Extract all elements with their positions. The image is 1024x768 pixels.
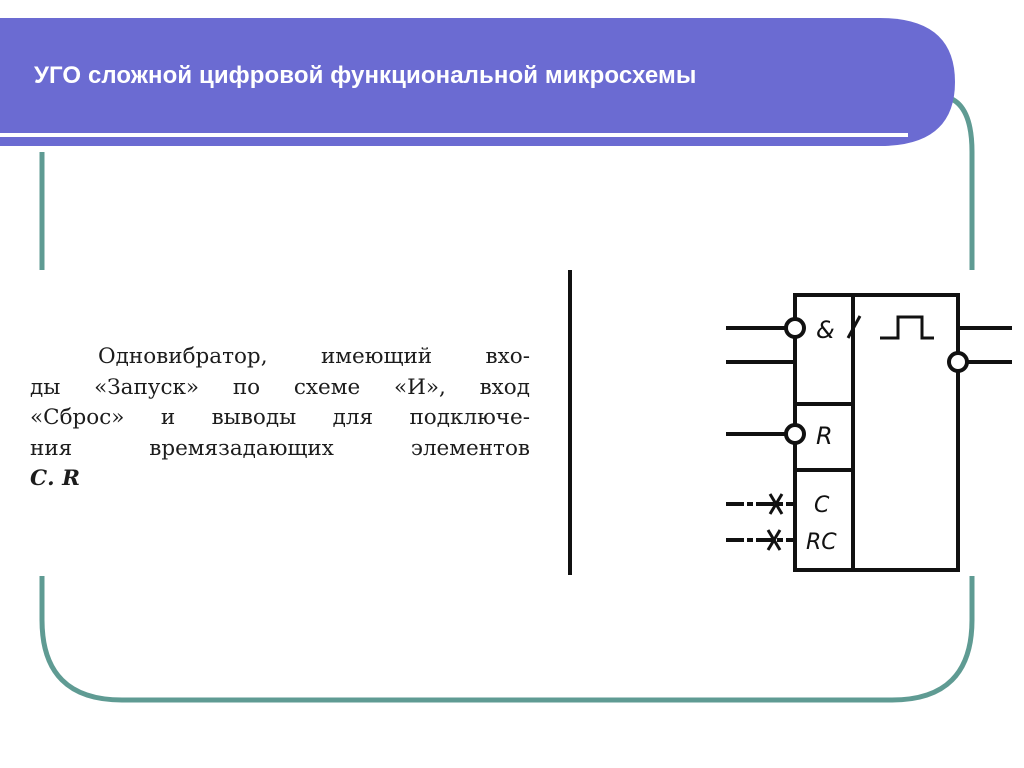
reset-label: R xyxy=(816,422,833,450)
cap-label: C xyxy=(814,493,830,518)
description-line-1: Одновибратор, имеющий вхо- xyxy=(98,344,530,369)
inversion-circle-reset xyxy=(786,425,804,443)
inversion-circle-output xyxy=(949,353,967,371)
description-line-3: «Сброс» и выводы для подключе- xyxy=(30,405,530,430)
pulse-icon xyxy=(880,317,934,338)
description-line-2: ды «Запуск» по схеме «И», вход xyxy=(30,374,530,400)
description-line-4: ния времязадающих элементов xyxy=(30,435,530,461)
slide-title: УГО сложной цифровой функциональной микросхемы xyxy=(34,62,697,89)
inversion-circle-start xyxy=(786,319,804,337)
and-gate-label: & xyxy=(816,316,835,344)
rc-label: RC xyxy=(806,530,837,555)
description-line-5: С. R xyxy=(30,466,80,491)
